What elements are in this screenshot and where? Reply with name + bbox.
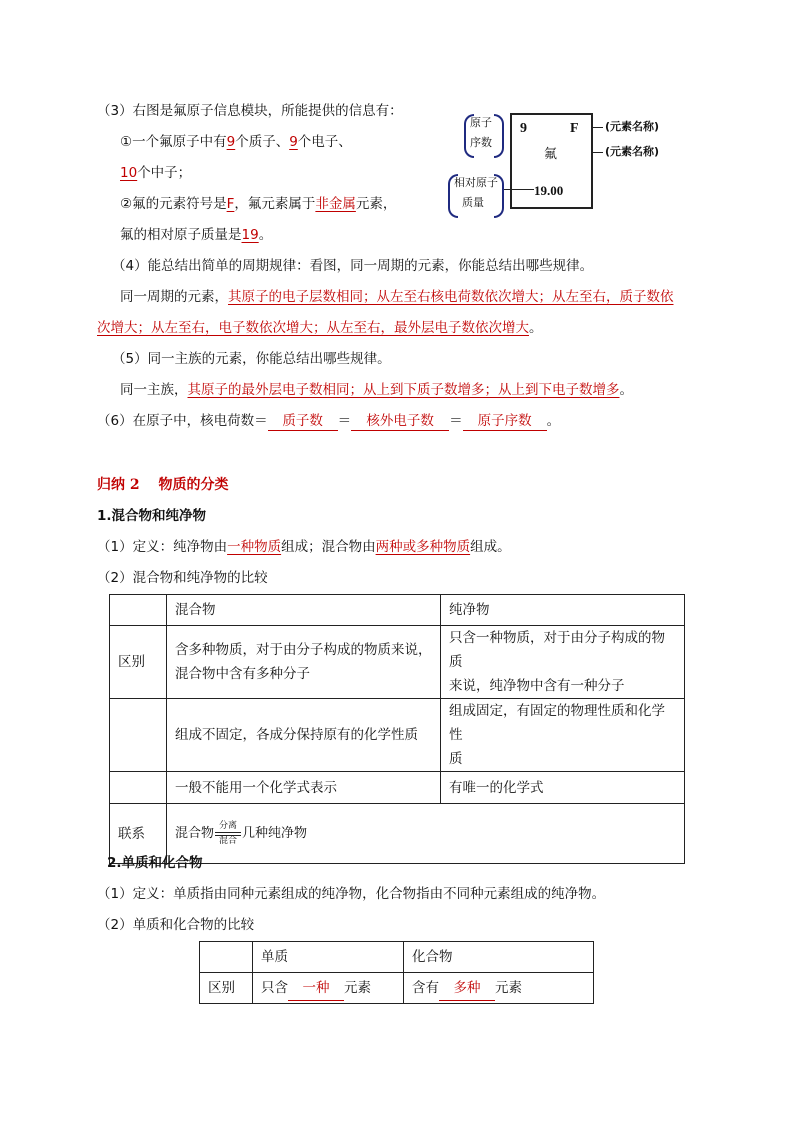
s3-line1: （3）右图是氟原子信息模块，所能提供的信息有： (97, 103, 403, 119)
s4-answer-line2: 次增大；从左至右，电子数依次增大；从左至右，最外层电子数依次增大。 (97, 320, 543, 336)
element-compound-table (199, 941, 594, 1004)
label-element-name-1: (元素名称) (605, 120, 660, 133)
s6-line: （6）在原子中，核电荷数＝ 质子数 ＝ 核外电子数 ＝ 原子序数 。 (97, 413, 561, 429)
atomic-number: 9 (520, 121, 527, 136)
part2-heading: 2.单质和化合物 (107, 855, 203, 871)
s4-answer-line1: 同一周期的元素，其原子的电子层数相同；从左至右核电荷数依次增大；从左至右，质子数依 (120, 289, 674, 305)
cell-compound: 含有 多种 元素 (404, 973, 594, 1004)
table-header-element: 单质 (253, 942, 404, 973)
mass-pointer-line (504, 189, 534, 190)
relation-separate: 分离 (219, 820, 238, 831)
table-header-row (200, 942, 594, 973)
s5-answer: 同一主族，其原子的最外层电子数相同；从上到下质子数增多；从上到下电子数增多。 (120, 382, 633, 398)
element-name: 氟 (544, 147, 558, 162)
table-cell-empty (110, 772, 167, 804)
label-mass-2: 质量 (462, 196, 484, 209)
element-box (510, 113, 593, 209)
element-symbol: F (570, 121, 579, 136)
row-label-difference: 区别 (200, 973, 253, 1004)
atomic-mass: 19.00 (534, 183, 564, 198)
relation-pure: 几种纯净物 (242, 825, 308, 841)
table-row (110, 699, 685, 772)
s5-question: （5）同一主族的元素，你能总结出哪些规律。 (112, 351, 391, 367)
cell-pure-3: 有唯一的化学式 (441, 772, 685, 804)
row-label-difference: 区别 (110, 626, 167, 699)
table-row (200, 973, 594, 1004)
table-row (110, 772, 685, 804)
cell-mixture-2: 组成不固定，各成分保持原有的化学性质 (167, 699, 441, 772)
table-cell-empty (110, 699, 167, 772)
cell-pure-1: 只含一种物质，对于由分子构成的物质 来说，纯净物中含有一种分子 (441, 626, 685, 699)
s3-line5: 氟的相对原子质量是19。 (120, 227, 273, 243)
mixture-pure-table (109, 594, 685, 864)
cell-mixture-3: 一般不能用一个化学式表示 (167, 772, 441, 804)
cell-mixture-1: 含多种物质，对于由分子构成的物质来说， 混合物中含有多种分子 (167, 626, 441, 699)
name-pointer-line-2 (593, 152, 603, 153)
relation-mixture: 混合物 (175, 825, 215, 841)
cell-element: 只含 一种 元素 (253, 973, 404, 1004)
label-atomic-number-2: 序数 (470, 136, 492, 149)
cell-relation (167, 804, 685, 864)
bracket-right-1 (494, 114, 504, 158)
label-element-name-2: (元素名称) (605, 145, 660, 158)
table-header-mixture: 混合物 (167, 595, 441, 626)
table-header-compound: 化合物 (404, 942, 594, 973)
cell-pure-2: 组成固定，有固定的物理性质和化学性 质 (441, 699, 685, 772)
table-header-row (110, 595, 685, 626)
s3-line4: ②氟的元素符号是F，氟元素属于非金属元素， (120, 196, 397, 212)
part2-compare-heading: （2）单质和化合物的比较 (97, 917, 255, 933)
relation-mix: 混合 (219, 835, 238, 846)
table-row (110, 626, 685, 699)
table-header-pure: 纯净物 (441, 595, 685, 626)
part1-definition: （1）定义：纯净物由一种物质组成；混合物由两种或多种物质组成。 (97, 539, 511, 555)
s3-line2: ①一个氟原子中有9个质子、9个电子、 (120, 134, 352, 150)
label-mass-1: 相对原子 (454, 176, 498, 189)
s3-line3: 10个中子； (120, 165, 192, 181)
name-pointer-line-1 (593, 127, 603, 128)
table-cell-empty (110, 595, 167, 626)
label-atomic-number-1: 原子 (470, 116, 492, 129)
part1-compare-heading: （2）混合物和纯净物的比较 (97, 570, 268, 586)
section-title: 归纳 2 物质的分类 (97, 477, 229, 493)
relation-arrows (215, 821, 241, 847)
s4-question: （4）能总结出简单的周期规律：看图，同一周期的元素，你能总结出哪些规律。 (112, 258, 594, 274)
table-cell-empty (200, 942, 253, 973)
row-label-relation: 联系 (110, 804, 167, 864)
part2-definition: （1）定义：单质指由同种元素组成的纯净物，化合物指由不同种元素组成的纯净物。 (97, 886, 606, 902)
part1-heading: 1.混合物和纯净物 (97, 508, 207, 524)
